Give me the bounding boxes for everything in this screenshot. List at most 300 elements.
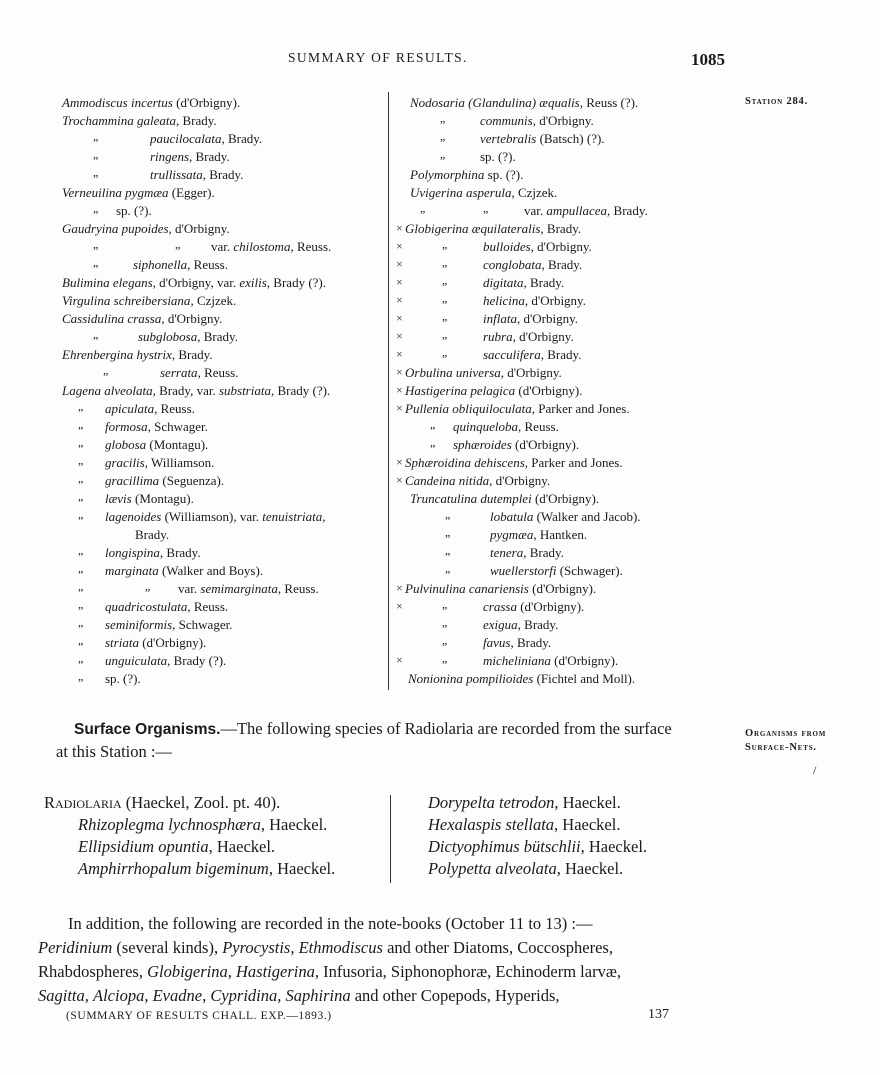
ditto-mark: „ [442, 633, 448, 647]
surface-line-1: —The following species of Radiolaria are recorded from the surface [220, 719, 672, 738]
ditto-mark: „ [78, 633, 84, 647]
addition-paragraph [38, 912, 738, 1008]
species-name: formosa [105, 419, 148, 434]
species-authority: (Walker and Jacob). [533, 509, 641, 524]
species-name: Truncatulina dutemplei [410, 491, 532, 506]
species-authority: (Walker and Boys). [158, 563, 264, 578]
species-authority: , Brady. [541, 257, 583, 272]
species-authority: , Brady. [159, 545, 201, 560]
species-name: subglobosa [138, 329, 198, 344]
species-entry [453, 419, 559, 435]
species-entry [483, 329, 574, 345]
species-name: Bulimina elegans [62, 275, 153, 290]
species-authority: (d'Orbigny). [550, 653, 619, 668]
species-entry [480, 131, 605, 147]
ditto-mark: „ [430, 435, 436, 449]
species-name: Hastigerina pelagica [405, 383, 516, 398]
foraminifera-surface-mark: × [396, 455, 403, 469]
ditto-mark: „ [175, 237, 181, 251]
variety-name: exilis [239, 275, 267, 290]
ditto-mark: „ [93, 327, 99, 341]
variety-authority: , Reuss. [290, 239, 332, 254]
organism-name: Ethmodiscus [298, 938, 383, 957]
species-authority: , Czjzek. [190, 293, 237, 308]
species-authority: (Schwager). [556, 563, 623, 578]
species-authority: , Parker and Jones. [524, 455, 623, 470]
species-name: Cassidulina crassa [62, 311, 162, 326]
foraminifera-surface-mark: × [396, 599, 403, 613]
variety-authority: , Brady (?). [270, 383, 331, 398]
species-authority: (d'Orbigny). [511, 437, 580, 452]
species-entry [483, 293, 586, 309]
species-authority: , Czjzek. [511, 185, 558, 200]
ditto-mark: „ [78, 597, 84, 611]
species-authority: (d'Orbigny). [528, 581, 597, 596]
ditto-mark: „ [440, 147, 446, 161]
ditto-mark: „ [440, 111, 446, 125]
species-authority: sp. (?). [105, 671, 141, 686]
foraminifera-surface-mark: × [396, 311, 403, 325]
species-name: helicina [483, 293, 525, 308]
species-authority: (d'Orbigny). [515, 383, 583, 398]
side-note-organisms [745, 727, 826, 755]
species-name: communis [480, 113, 533, 128]
species-name: rubra [483, 329, 513, 344]
species-entry [405, 473, 550, 489]
species-name: Ammodiscus incertus [62, 95, 173, 110]
ditto-mark: „ [442, 291, 448, 305]
radiolaria-right-list [428, 792, 647, 880]
species-entry [410, 95, 638, 111]
text-fragment: and other Diatoms, Coccospheres, [382, 938, 613, 957]
species-authority: (Seguenza). [159, 473, 225, 488]
species-name: quinqueloba [453, 419, 518, 434]
variety-authority: , Brady (?). [266, 275, 326, 290]
radiolaria-name: Dorypelta tetrodon [428, 793, 555, 812]
ditto-mark: „ [78, 651, 84, 665]
species-entry [405, 221, 581, 237]
species-authority: , d'Orbigny. [512, 329, 574, 344]
ditto-mark: „ [78, 579, 84, 593]
radiolaria-left-list [44, 814, 335, 880]
species-entry [483, 239, 592, 255]
organism-name: Hastigerina [236, 962, 315, 981]
foraminifera-surface-mark: × [396, 239, 403, 253]
species-entry [408, 671, 635, 687]
species-authority: , d'Orbigny. [532, 113, 594, 128]
addition-line-1: In addition, the following are recorded in the note-books (October 11 to 13) :— [68, 914, 593, 933]
radiolaria-entry [428, 792, 647, 814]
species-name: ringens [150, 149, 189, 164]
species-name: siphonella [133, 257, 188, 272]
species-entry [453, 437, 579, 453]
ditto-mark: „ [445, 507, 451, 521]
species-authority: , d'Orbigny. [524, 293, 586, 308]
species-authority: , Reuss. [154, 401, 195, 416]
species-entry [405, 365, 562, 381]
species-name: tenera [490, 545, 524, 560]
species-authority: (d'Orbigny). [172, 95, 241, 110]
species-name: pygmæa [490, 527, 534, 542]
foraminifera-surface-mark: × [396, 473, 403, 487]
radiolaria-authority: , Haeckel. [580, 837, 648, 856]
species-authority: , Brady. [540, 347, 582, 362]
species-authority: Brady. [135, 527, 170, 542]
ditto-mark: „ [445, 543, 451, 557]
species-authority: , Brady. [523, 275, 565, 290]
species-name: Trochammina galeata [62, 113, 176, 128]
variety-authority: , Reuss. [277, 581, 319, 596]
species-entry [410, 185, 557, 201]
species-authority: , Hantken. [533, 527, 588, 542]
species-name: lobatula [490, 509, 534, 524]
species-authority: , Brady, var. [152, 383, 219, 398]
ditto-mark: „ [145, 579, 151, 593]
text-fragment: , [202, 986, 211, 1005]
addition-line-4 [38, 984, 738, 1008]
radiolaria-authority: , Haeckel. [208, 837, 276, 856]
species-name: Sphæroidina dehiscens [405, 455, 525, 470]
species-entry [405, 383, 582, 399]
species-entry [483, 347, 581, 363]
ditto-mark: „ [442, 327, 448, 341]
organism-name: Cypridina [210, 986, 278, 1005]
ditto-mark: „ [78, 507, 84, 521]
species-authority: , Brady. [221, 131, 263, 146]
foraminifera-surface-mark: × [396, 365, 403, 379]
surface-paragraph [56, 718, 736, 763]
ditto-mark: „ [445, 525, 451, 539]
running-title: SUMMARY OF RESULTS. [288, 50, 468, 65]
ditto-mark: „ [93, 165, 99, 179]
ditto-mark: „ [93, 237, 99, 251]
species-name: Polymorphina [410, 167, 485, 182]
text-fragment: and other Copepods, Hyperids, [350, 986, 560, 1005]
ditto-mark: „ [78, 453, 84, 467]
species-authority: , d'Orbigny. [161, 311, 223, 326]
footer-imprint: (SUMMARY OF RESULTS CHALL. EXP.—1893.) [66, 1010, 332, 1022]
ditto-mark: „ [420, 201, 426, 215]
ditto-mark: „ [78, 489, 84, 503]
species-name: wuellerstorfi [490, 563, 557, 578]
species-name: lagenoides [105, 509, 162, 524]
species-name: gracilis [105, 455, 145, 470]
addition-line-2 [38, 936, 738, 960]
radiolaria-authority: , Haeckel. [556, 859, 624, 878]
species-name: Globigerina æquilateralis [405, 221, 541, 236]
species-name: marginata [105, 563, 159, 578]
species-authority: , Brady. [176, 113, 217, 128]
species-entry [490, 545, 564, 561]
species-name: quadricostulata [105, 599, 188, 614]
species-entry [490, 527, 587, 543]
text-fragment: Rhabdospheres, [38, 962, 148, 981]
text-fragment: , [144, 986, 153, 1005]
species-name: Pullenia obliquiloculata [405, 401, 532, 416]
ditto-mark: „ [440, 129, 446, 143]
ditto-mark: „ [442, 309, 448, 323]
species-name: Lagena alveolata [62, 383, 153, 398]
radiolaria-name: Hexalaspis stellata [428, 815, 555, 834]
species-name: Orbulina universa [405, 365, 501, 380]
foraminifera-surface-mark: × [396, 275, 403, 289]
foraminifera-surface-mark: × [396, 401, 403, 415]
species-authority: , d'Orbigny. [168, 221, 230, 236]
organism-name: Peridinium [38, 938, 113, 957]
species-authority: var. [178, 581, 201, 596]
species-entry [483, 599, 584, 615]
organism-name: Sagitta [38, 986, 85, 1005]
species-authority: (Egger). [168, 185, 215, 200]
ditto-mark: „ [483, 201, 489, 215]
organism-name: Evadne [152, 986, 203, 1005]
species-name: Ehrenbergina hystrix [62, 347, 172, 362]
species-name: sacculifera [483, 347, 541, 362]
species-authority: , Schwager. [147, 419, 208, 434]
species-entry [483, 311, 578, 327]
species-name: Uvigerina asperula [410, 185, 512, 200]
species-authority: , d'Orbigny. [489, 473, 551, 488]
species-entry [410, 167, 523, 183]
ditto-mark: „ [442, 273, 448, 287]
variety-name: ampullacea [546, 203, 608, 218]
species-name: micheliniana [483, 653, 551, 668]
foraminifera-surface-mark: × [396, 257, 403, 271]
ditto-mark: „ [442, 615, 448, 629]
radiolaria-name: Polypetta alveolata [428, 859, 557, 878]
species-name: inflata [483, 311, 517, 326]
text-fragment: , [227, 962, 236, 981]
radiolaria-divider [390, 795, 391, 883]
species-name: vertebralis [480, 131, 537, 146]
surface-line-2: at this Station :— [56, 742, 172, 761]
ditto-mark: „ [442, 651, 448, 665]
variety-name: tenuistriata [262, 509, 323, 524]
ditto-mark: „ [442, 345, 448, 359]
radiolaria-authority: , Haeckel. [260, 815, 328, 834]
species-entry [410, 491, 599, 507]
variety-name: semimarginata [200, 581, 278, 596]
species-entry [524, 203, 648, 219]
variety-authority: , Brady. [607, 203, 648, 218]
species-authority: , d'Orbigny. [516, 311, 579, 326]
species-authority: , d'Orbigny, var. [152, 275, 240, 290]
text-fragment: , Infusoria, Siphonophoræ, Echinoderm larvæ, [314, 962, 621, 981]
species-entry [483, 257, 582, 273]
organism-name: Pyrocystis [222, 938, 291, 957]
organism-name: Alciopa [93, 986, 145, 1005]
ditto-mark: „ [430, 417, 436, 431]
species-authority: (d'Orbigny). [531, 491, 600, 506]
species-name: Virgulina schreibersiana [62, 293, 191, 308]
species-name: unguiculata [105, 653, 168, 668]
ditto-mark: „ [442, 237, 448, 251]
radiolaria-authority: , Haeckel. [554, 793, 621, 812]
species-authority: (Fichtel and Moll). [533, 671, 636, 686]
radiolaria-name: Dictyophimus bütschlii [428, 837, 581, 856]
species-authority: , Brady. [202, 167, 244, 182]
page-number: 1085 [691, 50, 725, 69]
species-authority: sp. (?). [484, 167, 524, 182]
species-authority: , Brady. [189, 149, 230, 164]
species-authority: , Reuss (?). [579, 95, 639, 110]
text-fragment: , [277, 986, 286, 1005]
species-name: trullissata [150, 167, 203, 182]
side-note-line-1: Organisms from [745, 728, 827, 739]
foraminifera-surface-mark: × [396, 347, 403, 361]
species-entry [480, 149, 516, 165]
radiolaria-heading-rest: (Haeckel, Zool. pt. 40). [121, 793, 281, 812]
species-entry [490, 563, 623, 579]
station-note: Station 284. [745, 96, 809, 107]
species-authority: (d'Orbigny). [516, 599, 585, 614]
species-authority: , Brady. [517, 617, 559, 632]
foraminifera-surface-mark: × [396, 221, 403, 235]
signature-mark: 137 [648, 1007, 669, 1022]
species-authority: , Brady. [171, 347, 213, 362]
species-entry [405, 401, 630, 417]
organism-name: Saphirina [285, 986, 351, 1005]
species-authority: , Williamson. [144, 455, 215, 470]
species-entry [405, 581, 596, 597]
species-authority: (Williamson), var. [161, 509, 263, 524]
ditto-mark: „ [78, 399, 84, 413]
variety-name: substriata [218, 383, 271, 398]
radiolaria-name: Amphirrhopalum bigeminum [78, 859, 269, 878]
foraminifera-surface-mark: × [396, 293, 403, 307]
ditto-mark: „ [442, 255, 448, 269]
text-fragment: (several kinds), [112, 938, 223, 957]
species-authority: var. [211, 239, 234, 254]
species-name: Nonionina pompilioides [408, 671, 534, 686]
species-authority: , d'Orbigny. [500, 365, 562, 380]
radiolaria-entry [428, 858, 647, 880]
ditto-mark: „ [78, 435, 84, 449]
species-authority: (Montagu). [131, 491, 194, 506]
species-authority: , Brady. [523, 545, 564, 560]
ditto-mark: „ [445, 561, 451, 575]
radiolaria-left [44, 792, 335, 880]
species-name: serrata [160, 365, 198, 380]
species-authority: , Brady (?). [167, 653, 227, 668]
species-name: striata [105, 635, 139, 650]
radiolaria-entry [428, 814, 647, 836]
radiolaria-authority: , Haeckel. [268, 859, 336, 878]
species-authority: , Reuss. [518, 419, 559, 434]
species-authority: , Brady. [197, 329, 238, 344]
foraminifera-surface-mark: × [396, 383, 403, 397]
ditto-mark: „ [93, 201, 99, 215]
species-entry [405, 455, 623, 471]
radiolaria-entry [78, 814, 335, 836]
species-name: longispina [105, 545, 160, 560]
species-authority: (d'Orbigny). [138, 635, 207, 650]
variety-name: chilostoma [233, 239, 291, 254]
species-authority: sp. (?). [480, 149, 516, 164]
species-name: crassa [483, 599, 517, 614]
radiolaria-entry [78, 858, 335, 880]
foraminifera-surface-mark: × [396, 581, 403, 595]
species-name: Gaudryina pupoides [62, 221, 169, 236]
species-name: digitata [483, 275, 524, 290]
pencil-mark: / [813, 763, 817, 777]
radiolaria-heading [44, 792, 335, 814]
ditto-mark: „ [78, 471, 84, 485]
species-name: apiculata [105, 401, 155, 416]
ditto-mark: „ [93, 147, 99, 161]
radiolaria-name: Rhizoplegma lychnosphæra [78, 815, 261, 834]
text-fragment: , [84, 986, 94, 1005]
species-name: globosa [105, 437, 147, 452]
species-name: favus [483, 635, 511, 650]
ditto-mark: „ [103, 363, 109, 377]
ditto-mark: „ [78, 561, 84, 575]
addition-line-3 [38, 960, 738, 984]
species-authority: (Batsch) (?). [536, 131, 605, 146]
species-entry [483, 617, 558, 633]
species-name: Candeina nitida [405, 473, 490, 488]
radiolaria-authority: , Haeckel. [554, 815, 621, 834]
species-name: Verneuilina pygmæa [62, 185, 169, 200]
species-authority: , Brady. [510, 635, 552, 650]
species-authority: var. [524, 203, 547, 218]
ditto-mark: „ [78, 669, 84, 683]
ditto-mark: „ [93, 129, 99, 143]
species-authority: , Reuss. [187, 599, 229, 614]
radiolaria-heading-sc: Radiolaria [44, 793, 122, 812]
species-entry [483, 275, 564, 291]
species-name: seminiformis [105, 617, 173, 632]
species-authority: , d'Orbigny. [530, 239, 592, 254]
species-name: bulloides [483, 239, 531, 254]
species-name: conglobata [483, 257, 542, 272]
species-authority: (Montagu). [146, 437, 209, 452]
species-authority: , Parker and Jones. [531, 401, 630, 416]
species-entry [483, 635, 551, 651]
organism-name: Globigerina [147, 962, 228, 981]
species-entry [480, 113, 594, 129]
ditto-mark: „ [78, 417, 84, 431]
species-name: sphæroides [453, 437, 512, 452]
species-name: Pulvinulina canariensis [405, 581, 529, 596]
species-authority: , Schwager. [172, 617, 233, 632]
ditto-mark: „ [442, 597, 448, 611]
variety-authority: , [322, 509, 326, 524]
foraminifera-surface-mark: × [396, 329, 403, 343]
species-authority: , Brady. [540, 221, 582, 236]
species-authority: sp. (?). [116, 203, 152, 218]
surface-heading: Surface Organisms. [74, 721, 221, 738]
ditto-mark: „ [78, 543, 84, 557]
species-entry [490, 509, 641, 525]
species-authority: , Reuss. [187, 257, 228, 272]
species-name: exigua [483, 617, 518, 632]
species-name: lævis [105, 491, 132, 506]
species-entry [483, 653, 618, 669]
species-name: paucilocalata [150, 131, 222, 146]
species-name: gracillima [105, 473, 160, 488]
species-name: Nodosaria (Glandulina) æqualis [410, 95, 580, 110]
radiolaria-name: Ellipsidium opuntia [78, 837, 209, 856]
radiolaria-entry [428, 836, 647, 858]
foraminifera-surface-mark: × [396, 653, 403, 667]
side-note-line-2: Surface-Nets. [745, 742, 817, 753]
species-authority: , Reuss. [197, 365, 239, 380]
ditto-mark: „ [93, 255, 99, 269]
ditto-mark: „ [78, 615, 84, 629]
text-fragment: , [290, 938, 299, 957]
radiolaria-entry [78, 836, 335, 858]
